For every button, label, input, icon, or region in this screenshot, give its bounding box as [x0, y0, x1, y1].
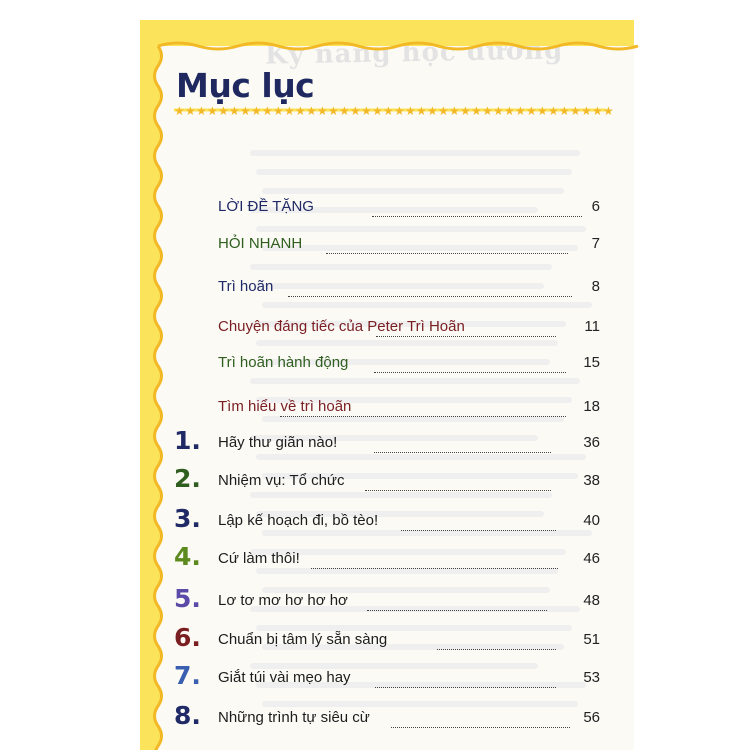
- divider-star-icon: ★: [218, 104, 229, 118]
- toc-entry-title: Những trình tự siêu cừ: [218, 709, 370, 726]
- divider-star-icon: ★: [383, 104, 394, 118]
- divider-star-icon: ★: [526, 104, 537, 118]
- toc-entry[interactable]: [160, 542, 600, 578]
- divider-star-icon: ★: [273, 104, 284, 118]
- divider-star-icon: ★: [592, 104, 603, 118]
- divider-star-icon: ★: [339, 104, 350, 118]
- toc-leader-dots: [365, 490, 551, 491]
- toc-entry[interactable]: [160, 464, 600, 500]
- toc-page-number: 36: [583, 434, 600, 451]
- divider-star-icon: ★: [196, 104, 207, 118]
- toc-leader-dots: [280, 416, 566, 417]
- toc-page-number: 38: [583, 472, 600, 489]
- toc-leader-dots: [437, 649, 556, 650]
- toc-page-number: 11: [584, 318, 600, 335]
- divider-star-icon: ★: [493, 104, 504, 118]
- divider-star-icon: ★: [240, 104, 251, 118]
- divider-star-icon: ★: [603, 104, 614, 118]
- star-divider: [170, 104, 614, 118]
- divider-star-icon: ★: [427, 104, 438, 118]
- toc-entry-title: Chuyện đáng tiếc của Peter Trì Hoãn: [218, 318, 465, 335]
- toc-leader-dots: [375, 687, 556, 688]
- toc-entry[interactable]: [160, 276, 600, 306]
- divider-star-icon: ★: [251, 104, 262, 118]
- toc-entry-title: Trì hoãn: [218, 278, 274, 295]
- toc-chapter-number: 2.: [174, 464, 201, 493]
- toc-entry-title: Lập kế hoạch đi, bồ tèo!: [218, 512, 379, 529]
- toc-chapter-number: 8.: [174, 701, 201, 730]
- toc-leader-dots: [374, 452, 551, 453]
- toc-page-number: 48: [583, 592, 600, 609]
- toc-entry[interactable]: [160, 623, 600, 659]
- divider-star-icon: ★: [515, 104, 526, 118]
- divider-star-icon: ★: [229, 104, 240, 118]
- toc-leader-dots: [367, 610, 547, 611]
- divider-star-icon: ★: [361, 104, 372, 118]
- divider-star-icon: ★: [416, 104, 427, 118]
- divider-star-icon: ★: [372, 104, 383, 118]
- divider-star-icon: ★: [207, 104, 218, 118]
- toc-leader-dots: [311, 568, 558, 569]
- toc-chapter-number: 3.: [174, 504, 201, 533]
- divider-star-icon: ★: [570, 104, 581, 118]
- toc-page-number: 15: [583, 354, 600, 371]
- divider-star-icon: ★: [482, 104, 493, 118]
- divider-star-icon: ★: [559, 104, 570, 118]
- divider-star-icon: ★: [548, 104, 559, 118]
- divider-star-icon: ★: [449, 104, 460, 118]
- divider-star-icon: ★: [581, 104, 592, 118]
- divider-star-icon: ★: [317, 104, 328, 118]
- toc-entry-title: Cứ làm thôi!: [218, 550, 300, 567]
- divider-star-icon: ★: [174, 104, 185, 118]
- toc-entry-title: Chuẩn bị tâm lý sẵn sàng: [218, 631, 388, 648]
- toc-page-number: 7: [591, 235, 600, 252]
- toc-page-number: 53: [583, 669, 600, 686]
- ghost-bleed-through-title: Kỹ năng học đường: [264, 35, 564, 71]
- toc-chapter-number: 7.: [174, 661, 201, 690]
- toc-entry[interactable]: [160, 196, 600, 226]
- toc-entry-title: Giắt túi vài mẹo hay: [218, 669, 351, 686]
- divider-star-icon: ★: [405, 104, 416, 118]
- toc-chapter-number: 6.: [174, 623, 201, 652]
- toc-entry-title: Trì hoãn hành động: [218, 354, 349, 371]
- toc-leader-dots: [391, 727, 570, 728]
- divider-star-icon: ★: [328, 104, 339, 118]
- toc-entry[interactable]: [160, 584, 600, 620]
- toc-page-number: 46: [583, 550, 600, 567]
- toc-entry[interactable]: [160, 352, 600, 382]
- divider-star-icon: ★: [350, 104, 361, 118]
- toc-page-number: 6: [591, 198, 600, 215]
- toc-entry[interactable]: [160, 396, 600, 426]
- toc-entry-title: Hãy thư giãn nào!: [218, 434, 338, 451]
- toc-leader-dots: [376, 336, 556, 337]
- divider-star-icon: ★: [537, 104, 548, 118]
- toc-entry[interactable]: [160, 504, 600, 540]
- divider-star-icon: ★: [471, 104, 482, 118]
- toc-entry-title: HỎI NHANH: [218, 235, 303, 252]
- toc-entry-title: Tìm hiểu về trì hoãn: [218, 398, 352, 415]
- toc-leader-dots: [401, 530, 556, 531]
- page-title: Mục lục: [176, 66, 315, 105]
- divider-star-icon: ★: [185, 104, 196, 118]
- divider-star-icon: ★: [438, 104, 449, 118]
- toc-leader-dots: [374, 372, 566, 373]
- toc-page-number: 56: [583, 709, 600, 726]
- toc-page-number: 51: [583, 631, 600, 648]
- toc-chapter-number: 1.: [174, 426, 201, 455]
- toc-entry[interactable]: [160, 233, 600, 263]
- divider-star-icon: ★: [504, 104, 515, 118]
- toc-page-number: 18: [583, 398, 600, 415]
- divider-star-icon: ★: [262, 104, 273, 118]
- toc-page-number: 40: [583, 512, 600, 529]
- toc-leader-dots: [372, 216, 582, 217]
- toc-leader-dots: [326, 253, 568, 254]
- divider-star-icon: ★: [284, 104, 295, 118]
- toc-chapter-number: 5.: [174, 584, 201, 613]
- divider-star-icon: ★: [306, 104, 317, 118]
- toc-leader-dots: [288, 296, 572, 297]
- divider-star-icon: ★: [295, 104, 306, 118]
- toc-entry[interactable]: [160, 661, 600, 697]
- toc-entry-title: Nhiệm vụ: Tổ chức: [218, 472, 345, 489]
- toc-chapter-number: 4.: [174, 542, 201, 571]
- toc-entry-title: Lơ tơ mơ hơ hơ hơ: [218, 592, 348, 609]
- divider-star-icon: ★: [394, 104, 405, 118]
- toc-entry[interactable]: [160, 426, 600, 462]
- toc-entry-title: LỜI ĐỀ TẶNG: [218, 198, 314, 215]
- divider-star-icon: ★: [460, 104, 471, 118]
- toc-entry[interactable]: [160, 316, 600, 346]
- toc-page-number: 8: [591, 278, 600, 295]
- toc-entry[interactable]: [160, 701, 600, 737]
